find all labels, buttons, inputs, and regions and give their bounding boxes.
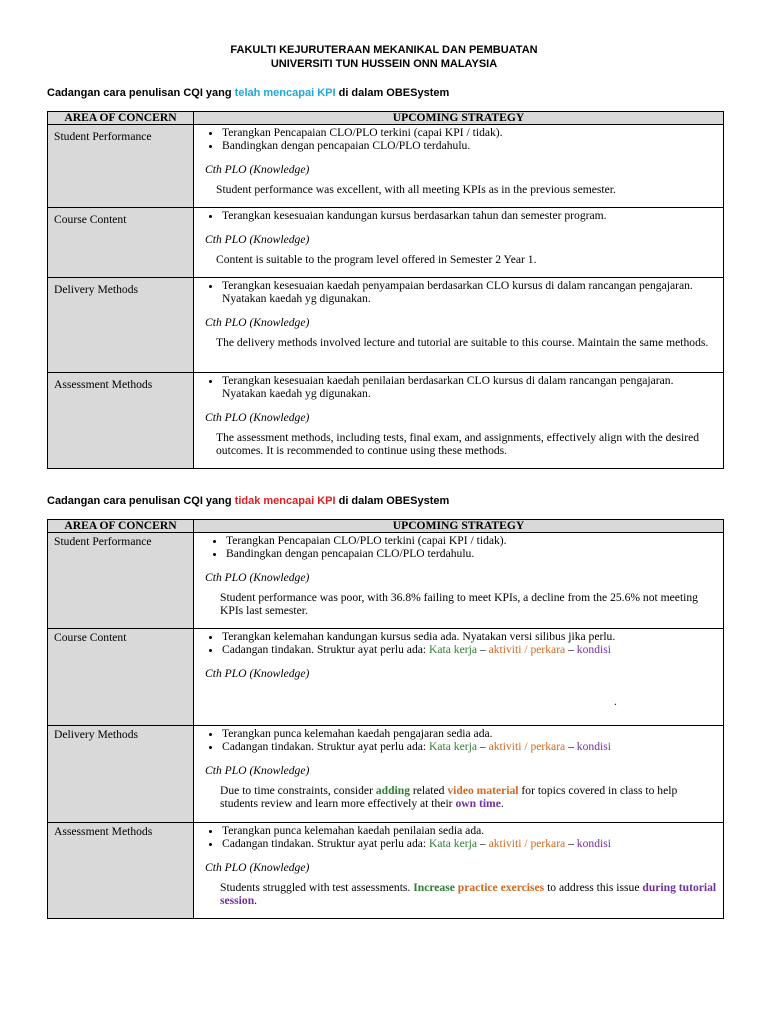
faculty-name: FAKULTI KEJURUTERAAN MEKANIKAL DAN PEMBUATAN [230, 44, 538, 56]
strategy-cell [194, 278, 724, 373]
list-item: • Cadangan tindakan. Struktur ayat perlu ada: Kata kerja – aktiviti / perkara – kondisi [222, 837, 717, 850]
area-cell: Student Performance [48, 125, 194, 208]
table-header-row [48, 520, 724, 533]
bullet-list [202, 279, 717, 305]
bullet-list [206, 534, 717, 560]
strategy-cell [194, 533, 724, 629]
cth-label: Cth PLO (Knowledge) [205, 411, 310, 424]
area-cell: Course Content [48, 208, 194, 278]
table-row [48, 125, 724, 208]
area-of-concern-header: AREA OF CONCERN [48, 112, 194, 125]
list-item: • Terangkan Pencapaian CLO/PLO terkini (capai KPI / tidak). [226, 534, 717, 547]
cth-label: Cth PLO (Knowledge) [205, 233, 310, 246]
bullet-list [202, 824, 717, 850]
list-item: • Cadangan tindakan. Struktur ayat perlu ada: Kata kerja – aktiviti / perkara – kondisi [222, 643, 717, 656]
area-of-concern-header: AREA OF CONCERN [48, 520, 194, 533]
example-text: Content is suitable to the program level offered in Semester 2 Year 1. [216, 253, 537, 266]
example-text: The assessment methods, including tests, final exam, and assignments, effectively align with the desired outcomes. It is recommended to continue using these methods. [216, 431, 700, 457]
kpi-not-achieved-highlight: tidak mencapai KPI [234, 495, 336, 507]
section1-intro: Cadangan cara penulisan CQI yang telah mencapai KPI di dalam OBESystem [47, 87, 450, 99]
area-cell: Student Performance [48, 533, 194, 629]
table-row [48, 278, 724, 373]
bullet-list [202, 209, 717, 222]
table-row [48, 629, 724, 726]
empty-example-dot: . [614, 695, 617, 708]
table-row [48, 208, 724, 278]
table-row [48, 823, 724, 919]
kpi-achieved-highlight: telah mencapai KPI [234, 87, 336, 99]
cth-label: Cth PLO (Knowledge) [205, 316, 310, 329]
list-item: • Terangkan Pencapaian CLO/PLO terkini (capai KPI / tidak). [222, 126, 717, 139]
list-item: • Bandingkan dengan pencapaian CLO/PLO terdahulu. [222, 139, 717, 152]
list-item: • Terangkan kesesuaian kandungan kursus berdasarkan tahun dan semester program. [222, 209, 717, 222]
example-text: Student performance was excellent, with all meeting KPIs as in the previous semester. [216, 183, 616, 196]
list-item: • Terangkan punca kelemahan kaedah penilaian sedia ada. [222, 824, 717, 837]
university-name: UNIVERSITI TUN HUSSEIN ONN MALAYSIA [270, 58, 498, 70]
upcoming-strategy-header: UPCOMING STRATEGY [194, 112, 724, 125]
document-header [0, 43, 768, 71]
strategy-cell [194, 823, 724, 919]
bullet-list [202, 727, 717, 753]
example-text: Student performance was poor, with 36.8% failing to meet KPIs, a decline from the 25.6% not meeting KPIs last semester. [220, 591, 698, 617]
cqi-table-achieved [47, 111, 724, 469]
strategy-cell [194, 208, 724, 278]
cqi-table-not-achieved [47, 519, 724, 919]
section2-intro: Cadangan cara penulisan CQI yang tidak mencapai KPI di dalam OBESystem [47, 495, 450, 507]
strategy-cell [194, 726, 724, 823]
cth-label: Cth PLO (Knowledge) [205, 667, 310, 680]
list-item: • Terangkan punca kelemahan kaedah pengajaran sedia ada. [222, 727, 717, 740]
bullet-list [202, 126, 717, 152]
area-cell: Assessment Methods [48, 823, 194, 919]
cth-label: Cth PLO (Knowledge) [205, 764, 310, 777]
area-cell: Delivery Methods [48, 726, 194, 823]
table-row [48, 533, 724, 629]
strategy-cell [194, 373, 724, 469]
list-item: • Terangkan kesesuaian kaedah penilaian berdasarkan CLO kursus di dalam rancangan pengajaran. Nyatakan kaedah yg digunakan. [222, 374, 717, 400]
bullet-list [202, 374, 717, 400]
cth-label: Cth PLO (Knowledge) [205, 571, 310, 584]
table-row [48, 373, 724, 469]
area-cell: Course Content [48, 629, 194, 726]
list-item: • Bandingkan dengan pencapaian CLO/PLO terdahulu. [226, 547, 717, 560]
example-text: Students struggled with test assessments. Increase practice exercises to address this issue during tutorial session. [220, 881, 717, 907]
table-header-row [48, 112, 724, 125]
list-item: • Terangkan kelemahan kandungan kursus sedia ada. Nyatakan versi silibus jika perlu. [222, 630, 717, 643]
area-cell: Delivery Methods [48, 278, 194, 373]
strategy-cell [194, 125, 724, 208]
list-item: • Cadangan tindakan. Struktur ayat perlu ada: Kata kerja – aktiviti / perkara – kondisi [222, 740, 717, 753]
strategy-cell [194, 629, 724, 726]
bullet-list [202, 630, 717, 656]
upcoming-strategy-header: UPCOMING STRATEGY [194, 520, 724, 533]
table-row [48, 726, 724, 823]
example-text: The delivery methods involved lecture and tutorial are suitable to this course. Maintain the same methods. [216, 336, 709, 349]
example-text: Due to time constraints, consider adding related video material for topics covered in class to help students review and learn more effectively at their own time. [220, 784, 678, 810]
cth-label: Cth PLO (Knowledge) [205, 861, 310, 874]
list-item: • Terangkan kesesuaian kaedah penyampaian berdasarkan CLO kursus di dalam rancangan pengajaran. Nyatakan kaedah yg digunakan. [222, 279, 717, 305]
area-cell: Assessment Methods [48, 373, 194, 469]
cth-label: Cth PLO (Knowledge) [205, 163, 310, 176]
